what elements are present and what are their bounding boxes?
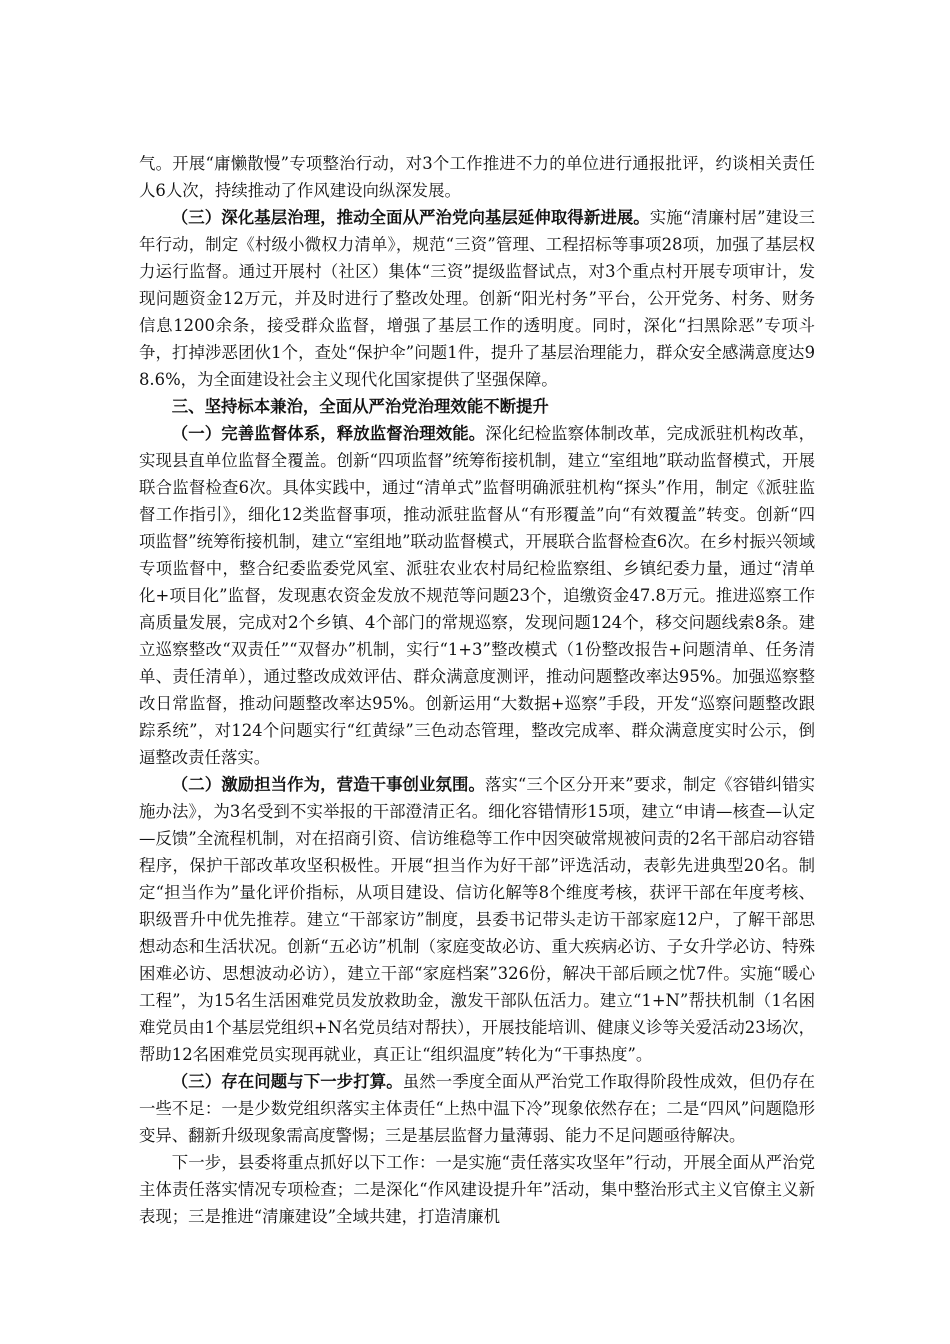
paragraph-4-text: 深化纪检监察体制改革，完成派驻机构改革，实现县直单位监督全覆盖。创新“四项监督”统筹衔接机制，建立“室组地”联动监督模式，开展联合监督检查6次。具体实践中，通过“清单式”监督明确派驻机构“探头”作用，制定《派驻监督工作指引》，细化12类监督事项，推动派驻监督从“有形覆盖”向“有效覆盖”转变。创新“四项监督”统筹衔接机制，建立“室组地”联动监督模式，开展联合监督检查6次。在乡村振兴领域专项监督中，整合纪委监委党风室、派驻农业农村局纪检监察组、乡镇纪委力量，通过“清单化+项目化”监督，发现惠农资金发放不规范等问题23个，追缴资金47.8万元。推进巡察工作高质量发展，完成对2个乡镇、4个部门的常规巡察，发现问题124个，移交问题线索8条。建立巡察整改“双责任”“双督办”机制，实行“1+3”整改模式（1份整改报告+问题清单、任务清单、责任清单），通过整改成效评估、群众满意度测评，推动问题整改率达95%。加强巡察整改日常监督，推动问题整改率达95%。创新运用“大数据+巡察”手段，开发“巡察问题整改跟踪系统”，对124个问题实行“红黄绿”三色动态管理，整改完成率、群众满意度实时公示，倒逼整改责任落实。 <box>139 424 815 767</box>
paragraph-6 <box>139 1068 815 1149</box>
paragraph-1-text: 气。开展“庸懒散慢”专项整治行动，对3个工作推进不力的单位进行通报批评，约谈相关责任人6人次，持续推动了作风建设向纵深发展。 <box>139 154 815 200</box>
paragraph-2-text: 实施“清廉村居”建设三年行动，制定《村级小微权力清单》，规范“三资”管理、工程招标等事项28项，加强了基层权力运行监督。通过开展村（社区）集体“三资”提级监督试点，对3个重点村开展专项审计，发现问题资金12万元，并及时进行了整改处理。创新“阳光村务”平台，公开党务、村务、财务信息1200余条，接受群众监督，增强了基层工作的透明度。同时，深化“扫黑除恶”专项斗争，打掉涉恶团伙1个，查处“保护伞”问题1件，提升了基层治理能力，群众安全感满意度达98.6%，为全面建设社会主义现代化国家提供了坚强保障。 <box>139 208 815 389</box>
document-page <box>139 150 815 1230</box>
paragraph-7 <box>139 1149 815 1230</box>
paragraph-7-text: 下一步，县委将重点抓好以下工作：一是实施“责任落实攻坚年”行动，开展全面从严治党主体责任落实情况专项检查；二是深化“作风建设提升年”活动，集中整治形式主义官僚主义新表现；三是推进“清廉建设”全域共建，打造清廉机 <box>139 1153 815 1226</box>
paragraph-2 <box>139 204 815 393</box>
section-heading-3-3: （三）深化基层治理，推动全面从严治党向基层延伸取得新进展。 <box>171 208 650 227</box>
paragraph-4 <box>139 420 815 771</box>
paragraph-1 <box>139 150 815 204</box>
chapter-heading-3: 三、坚持标本兼治，全面从严治党治理效能不断提升 <box>171 397 549 416</box>
paragraph-5-text: 落实“三个区分开来”要求，制定《容错纠错实施办法》，为3名受到不实举报的干部澄清正名。细化容错情形15项，建立“申请—核查—认定—反馈”全流程机制，对在招商引资、信访维稳等工作中因突破常规被问责的2名干部启动容错程序，保护干部改革攻坚积极性。开展“担当作为好干部”评选活动，表彰先进典型20名。制定“担当作为”量化评价指标，从项目建设、信访化解等8个维度考核，获评干部在年度考核、职级晋升中优先推荐。建立“干部家访”制度，县委书记带头走访干部家庭12户，了解干部思想动态和生活状况。创新“五必访”机制（家庭变故必访、重大疾病必访、子女升学必访、特殊困难必访、思想波动必访），建立干部“家庭档案”326份，解决干部后顾之忧7件。实施“暖心工程”，为15名生活困难党员发放救助金，激发干部队伍活力。建立“1+N”帮扶机制（1名困难党员由1个基层党组织+N名党员结对帮扶），开展技能培训、健康义诊等关爱活动23场次，帮助12名困难党员实现再就业，真正让“组织温度”转化为“干事热度”。 <box>139 775 815 1064</box>
paragraph-6-text: 虽然一季度全面从严治党工作取得阶段性成效，但仍存在一些不足：一是少数党组织落实主体责任“上热中温下冷”现象依然存在；二是“四风”问题隐形变异、翻新升级现象需高度警惕；三是基层监督力量薄弱、能力不足问题亟待解决。 <box>139 1072 816 1145</box>
paragraph-3 <box>139 393 815 420</box>
section-heading-3-3b: （三）存在问题与下一步打算。 <box>171 1072 403 1091</box>
section-heading-3-1: （一）完善监督体系，释放监督治理效能。 <box>171 424 486 443</box>
section-heading-3-2: （二）激励担当作为，营造干事创业氛围。 <box>171 775 485 794</box>
paragraph-5 <box>139 771 815 1068</box>
